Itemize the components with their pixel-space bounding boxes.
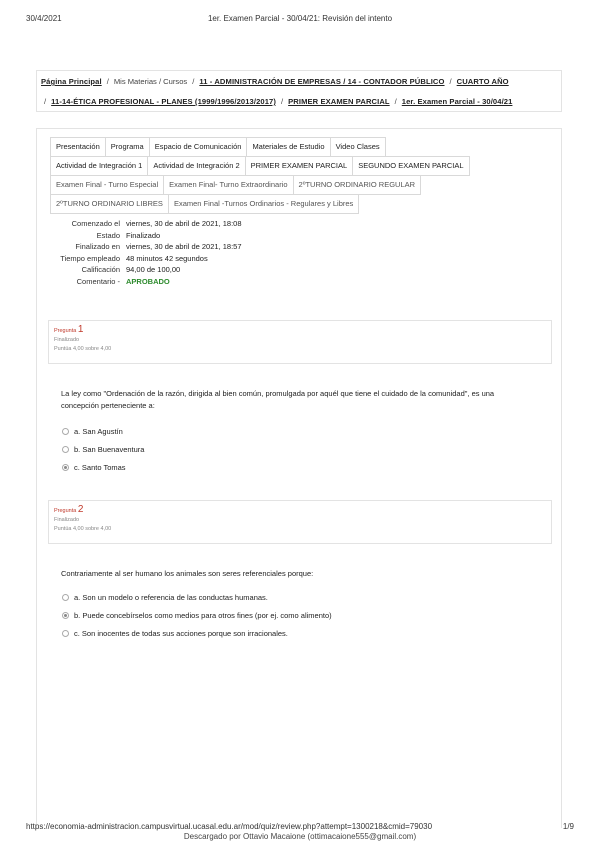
breadcrumb-separator: / bbox=[449, 77, 452, 86]
question-number: 1 bbox=[77, 324, 84, 335]
breadcrumb-year-link[interactable]: CUARTO AÑO bbox=[456, 77, 509, 86]
breadcrumb-subject-link[interactable]: 11-14-ÉTICA PROFESIONAL - PLANES (1999/1996/2013/2017) bbox=[51, 97, 276, 106]
started-value: viernes, 30 de abril de 2021, 18:08 bbox=[126, 219, 242, 228]
tab-final-turno-extraordinario[interactable]: Examen Final- Turno Extraordinario bbox=[163, 175, 293, 195]
breadcrumb-career-link[interactable]: 11 - ADMINISTRACIÓN DE EMPRESAS / 14 - CONTADOR PÚBLICO bbox=[199, 77, 445, 86]
print-url: https://economia-administracion.campusvirtual.ucasal.edu.ar/mod/quiz/review.php?attempt=1300218&cmid=79030 bbox=[26, 822, 433, 831]
summary-finished-row bbox=[50, 241, 350, 253]
summary-comment-row bbox=[50, 276, 350, 288]
attempt-summary bbox=[50, 218, 350, 287]
state-label: Estado bbox=[96, 230, 120, 240]
breadcrumb-section-link[interactable]: PRIMER EXAMEN PARCIAL bbox=[288, 97, 390, 106]
grade-label: Calificación bbox=[81, 265, 120, 274]
answer-label: b. Puede concebírselos como medios para otros fines (por ej. como alimento) bbox=[74, 610, 332, 620]
answer-label: a. Son un modelo o referencia de las conductas humanas. bbox=[74, 592, 268, 602]
question-info-2 bbox=[48, 500, 552, 544]
question-head: Pregunta bbox=[54, 328, 77, 334]
state-value: Finalizado bbox=[126, 230, 161, 240]
finished-label: Finalizado en bbox=[75, 242, 120, 251]
breadcrumb-separator: / bbox=[106, 77, 109, 86]
print-title: 1er. Examen Parcial - 30/04/21: Revisión del intento bbox=[207, 14, 393, 23]
radio-checked-icon[interactable] bbox=[62, 464, 69, 471]
radio-icon[interactable] bbox=[62, 446, 69, 453]
breadcrumb bbox=[36, 70, 562, 112]
tab-video-clases[interactable]: Video Clases bbox=[330, 137, 386, 157]
breadcrumb-separator: / bbox=[281, 97, 284, 106]
time-label: Tiempo empleado bbox=[60, 253, 120, 263]
question-number: 2 bbox=[77, 504, 84, 515]
answer-label: a. San Agustín bbox=[74, 426, 123, 436]
started-label: Comenzado el bbox=[71, 219, 120, 228]
breadcrumb-separator: / bbox=[394, 97, 397, 106]
tab-actividad-integracion-1[interactable]: Actividad de Integración 1 bbox=[50, 156, 148, 176]
question-info-1 bbox=[48, 320, 552, 364]
answer-option[interactable] bbox=[62, 422, 542, 440]
tab-materiales-estudio[interactable]: Materiales de Estudio bbox=[246, 137, 330, 157]
answer-label: b. San Buenaventura bbox=[74, 444, 145, 454]
grade-value: 94,00 de 100,00 bbox=[126, 265, 181, 274]
answer-option-selected[interactable] bbox=[62, 606, 542, 624]
radio-icon[interactable] bbox=[62, 428, 69, 435]
question-points: Puntúa 4,00 sobre 4,00 bbox=[54, 346, 112, 352]
breadcrumb-courses: Mis Materias / Cursos bbox=[113, 77, 188, 86]
tab-row-1 bbox=[50, 137, 540, 156]
time-value: 48 minutos 42 segundos bbox=[126, 253, 208, 263]
breadcrumb-separator: / bbox=[44, 97, 47, 106]
tab-final-turnos-ordinarios[interactable]: Examen Final -Turnos Ordinarios - Regulares y Libres bbox=[168, 194, 359, 214]
finished-value: viernes, 30 de abril de 2021, 18:57 bbox=[126, 242, 242, 251]
question-points: Puntúa 4,00 sobre 4,00 bbox=[54, 526, 112, 532]
tab-final-turno-especial[interactable]: Examen Final - Turno Especial bbox=[50, 175, 164, 195]
download-notice: Descargado por Ottavio Macaione (ottimacaione555@gmail.com) bbox=[183, 832, 417, 841]
comment-label: Comentario - bbox=[76, 276, 120, 286]
breadcrumb-quiz-link[interactable]: 1er. Examen Parcial - 30/04/21 bbox=[401, 97, 513, 106]
summary-grade-row bbox=[50, 264, 350, 276]
tab-primer-examen-parcial[interactable]: PRIMER EXAMEN PARCIAL bbox=[245, 156, 354, 176]
print-date: 30/4/2021 bbox=[26, 14, 62, 23]
summary-state-row bbox=[50, 230, 350, 242]
tab-espacio-comunicacion[interactable]: Espacio de Comunicación bbox=[149, 137, 248, 157]
print-footer bbox=[26, 822, 574, 846]
summary-time-row bbox=[50, 253, 350, 265]
question-status: Finalizado bbox=[54, 337, 80, 343]
breadcrumb-home-link[interactable]: Página Principal bbox=[41, 77, 102, 86]
question-text-2: Contrariamente al ser humano los animales son seres referenciales porque: bbox=[61, 569, 314, 578]
print-page-number: 1/9 bbox=[562, 822, 574, 831]
tab-turno-ordinario-regular[interactable]: 2ºTURNO ORDINARIO REGULAR bbox=[293, 175, 422, 195]
radio-icon[interactable] bbox=[62, 594, 69, 601]
tab-presentacion[interactable]: Presentación bbox=[50, 137, 106, 157]
tab-row-3 bbox=[50, 175, 540, 194]
answer-option-selected[interactable] bbox=[62, 458, 542, 476]
course-tabs bbox=[50, 137, 540, 213]
comment-value: APROBADO bbox=[126, 276, 170, 286]
tab-row-2 bbox=[50, 156, 540, 175]
answer-option[interactable] bbox=[62, 440, 542, 458]
question-text-1: La ley como "Ordenación de la razón, dirigida al bien común, promulgada por aquél que tiene el cuidado de la comunidad", es una concepción perteneciente a: bbox=[61, 389, 495, 410]
answer-label: c. Son inocentes de todas sus acciones porque son irracionales. bbox=[74, 628, 288, 638]
question-head: Pregunta bbox=[54, 508, 77, 514]
tab-programa[interactable]: Programa bbox=[105, 137, 150, 157]
radio-icon[interactable] bbox=[62, 630, 69, 637]
answer-label: c. Santo Tomas bbox=[74, 462, 126, 472]
answer-list-2 bbox=[62, 588, 542, 642]
answer-list-1 bbox=[62, 422, 542, 476]
answer-option[interactable] bbox=[62, 624, 542, 642]
summary-started-row bbox=[50, 218, 350, 230]
tab-segundo-examen-parcial[interactable]: SEGUNDO EXAMEN PARCIAL bbox=[352, 156, 469, 176]
breadcrumb-separator: / bbox=[192, 77, 195, 86]
tab-actividad-integracion-2[interactable]: Actividad de Integración 2 bbox=[147, 156, 245, 176]
radio-checked-icon[interactable] bbox=[62, 612, 69, 619]
tab-turno-ordinario-libres[interactable]: 2ºTURNO ORDINARIO LIBRES bbox=[50, 194, 169, 214]
answer-option[interactable] bbox=[62, 588, 542, 606]
print-header bbox=[26, 14, 574, 26]
tab-row-4 bbox=[50, 194, 540, 213]
question-status: Finalizado bbox=[54, 517, 80, 523]
